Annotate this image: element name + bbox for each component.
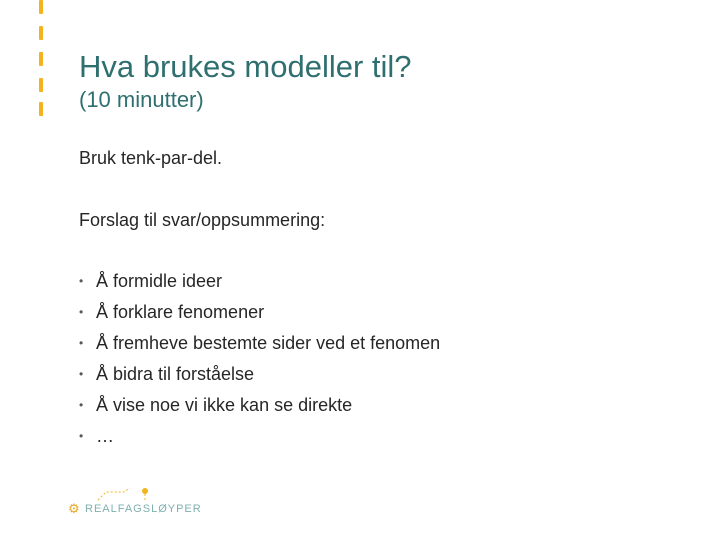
- bullet-dot: •: [79, 398, 84, 412]
- intro-text: Bruk tenk-par-del.: [79, 148, 223, 168]
- bullet-text: Å formidle ideer: [96, 271, 223, 291]
- bullet-dot: •: [79, 274, 84, 288]
- realfagsloyper-logo: [68, 486, 202, 522]
- bullet-dot: •: [79, 336, 84, 350]
- logo-text: REALFAGSLØYPER: [85, 503, 202, 515]
- bullet-dot: •: [79, 429, 84, 443]
- bullet-text: …: [96, 426, 114, 446]
- list-item: [79, 301, 440, 332]
- list-item: [79, 425, 440, 456]
- accent-bar: [39, 0, 43, 116]
- list-item: [79, 270, 440, 301]
- bullet-text: Å bidra til forståelse: [96, 364, 255, 384]
- bullet-text: Å fremheve bestemte sider ved et fenomen: [96, 333, 441, 353]
- list-item: [79, 394, 440, 425]
- bullet-dot: •: [79, 305, 84, 319]
- bullet-list: [79, 270, 440, 456]
- bullet-text: Å forklare fenomener: [96, 302, 265, 322]
- list-item: [79, 332, 440, 363]
- summary-lead: Forslag til svar/oppsummering:: [79, 210, 326, 230]
- bullet-dot: •: [79, 367, 84, 381]
- logo-mark-icon: [94, 486, 154, 504]
- bullet-text: Å vise noe vi ikke kan se direkte: [96, 395, 353, 415]
- slide-title: Hva brukes modeller til?: [79, 49, 412, 84]
- slide-subtitle: (10 minutter): [79, 87, 204, 112]
- gear-icon: ⚙: [68, 501, 80, 516]
- list-item: [79, 363, 440, 394]
